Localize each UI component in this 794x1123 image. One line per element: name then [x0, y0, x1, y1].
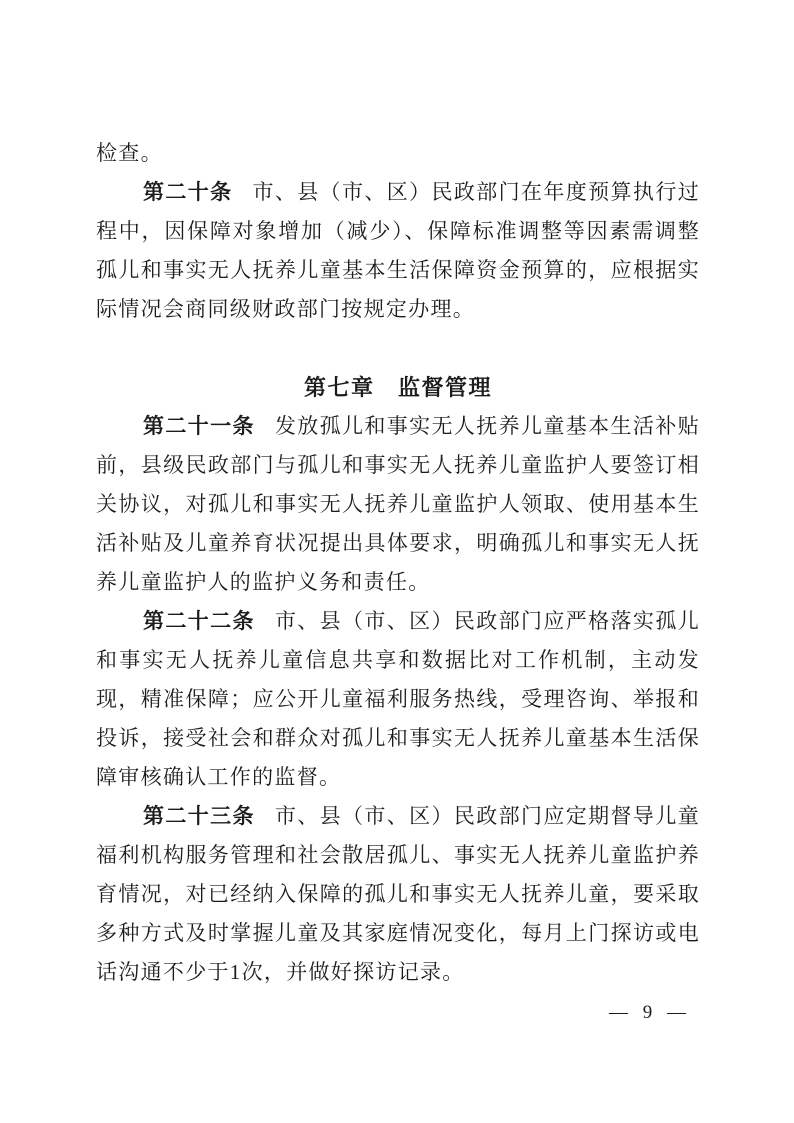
- article-20: [96, 173, 700, 329]
- article-23: [96, 797, 700, 992]
- article-22-label: 第二十二条: [143, 609, 255, 633]
- paragraph-continuation-text: 检查。: [96, 141, 163, 165]
- article-20-label: 第二十条: [143, 180, 233, 204]
- article-23-text: 市、县（市、区）民政部门应定期督导儿童福利机构服务管理和社会散居孤儿、事实无人抚养儿童监护养育情况，对已经纳入保障的孤儿和事实无人抚养儿童，要采取多种方式及时掌握儿童及其家庭情况变化，每月上门探访或电话沟通不少于1次，并做好探访记录。: [96, 804, 700, 984]
- paragraph-continuation: [96, 134, 700, 173]
- article-21-label: 第二十一条: [143, 414, 255, 438]
- article-21: [96, 407, 700, 602]
- article-20-text: 市、县（市、区）民政部门在年度预算执行过程中，因保障对象增加（减少）、保障标准调整等因素需调整孤儿和事实无人抚养儿童基本生活保障资金预算的，应根据实际情况会商同级财政部门按规定办理。: [96, 180, 701, 321]
- page-number: — 9 —: [609, 1002, 688, 1023]
- article-21-text: 发放孤儿和事实无人抚养儿童基本生活补贴前，县级民政部门与孤儿和事实无人抚养儿童监护人要签订相关协议，对孤儿和事实无人抚养儿童监护人领取、使用基本生活补贴及儿童养育状况提出具体要求，明确孤儿和事实无人抚养儿童监护人的监护义务和责任。: [96, 414, 700, 594]
- article-22: [96, 602, 700, 797]
- article-22-text: 市、县（市、区）民政部门应严格落实孤儿和事实无人抚养儿童信息共享和数据比对工作机制，主动发现，精准保障；应公开儿童福利服务热线，受理咨询、举报和投诉，接受社会和群众对孤儿和事实无人抚养儿童基本生活保障审核确认工作的监督。: [96, 609, 700, 789]
- article-23-label: 第二十三条: [143, 804, 255, 828]
- document-body: [96, 134, 700, 992]
- chapter-heading: 第七章 监督管理: [303, 375, 492, 400]
